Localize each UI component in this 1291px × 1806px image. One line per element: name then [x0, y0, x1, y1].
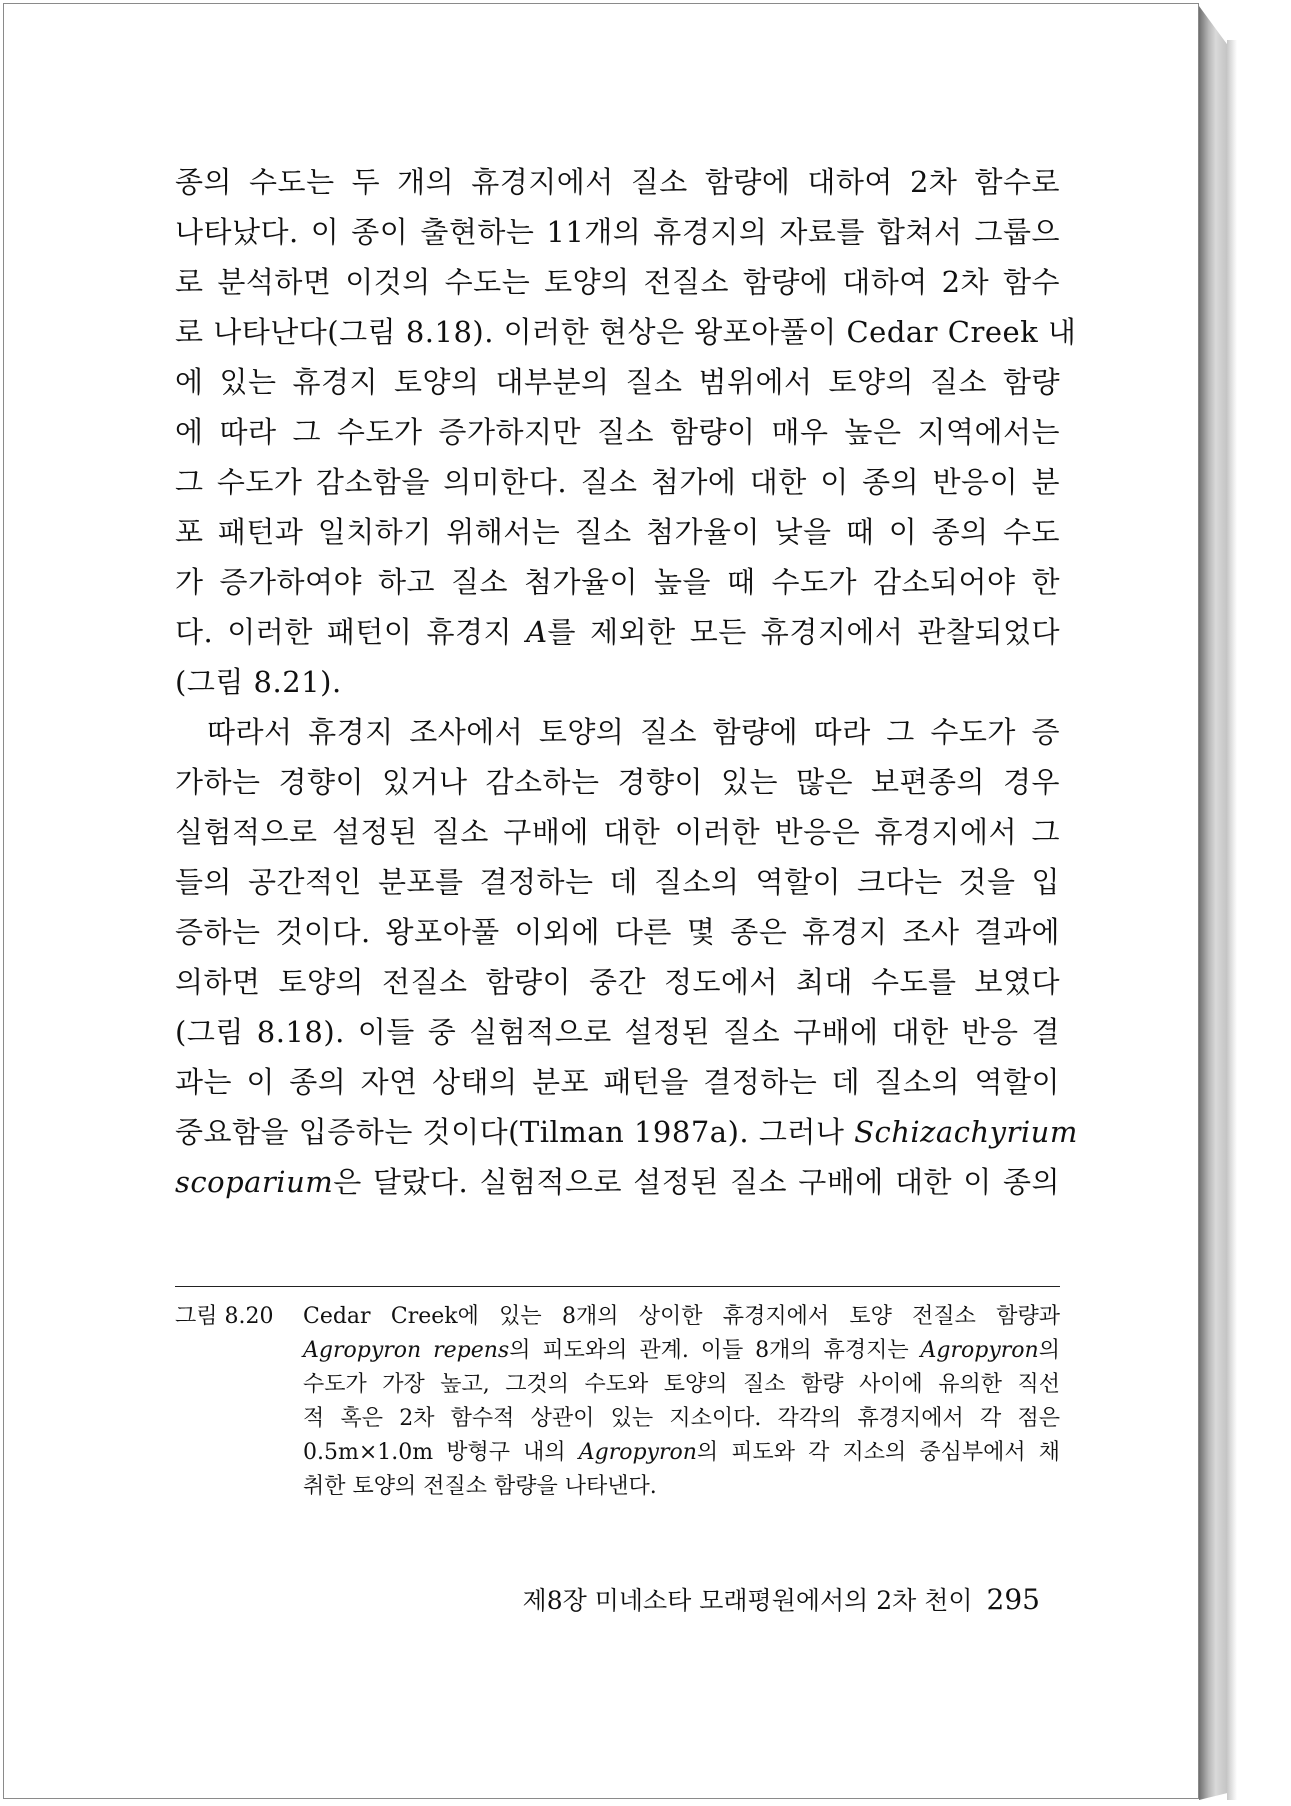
caption-text: 0.5m×1.0m 방형구 내의 — [303, 1440, 579, 1465]
caption-line: Cedar Creek에 있는 8개의 상이한 휴경지에서 토양 전질소 함량과 — [303, 1304, 1060, 1329]
body-line: 로 분석하면 이것의 수도는 토양의 전질소 함량에 대하여 2차 함수 — [175, 265, 1060, 299]
species-name: Schizachyrium — [854, 1115, 1078, 1149]
body-line: 들의 공간적인 분포를 결정하는 데 질소의 역할이 크다는 것을 입 — [175, 865, 1060, 899]
body-line — [175, 612, 1060, 652]
running-footer — [520, 1582, 1040, 1619]
species-name: Agropyron — [578, 1440, 697, 1465]
body-line: 의하면 토양의 전질소 함량이 중간 정도에서 최대 수도를 보였다 — [175, 965, 1060, 999]
caption-line: 적 혹은 2차 함수적 상관이 있는 지소이다. 각각의 휴경지에서 각 점은 — [303, 1406, 1060, 1431]
page-shadow — [1227, 40, 1237, 1800]
body-text: 은 달랐다. 실험적으로 설정된 질소 구배에 대한 이 종의 — [333, 1165, 1060, 1199]
caption-text: 의 피도와 각 지소의 중심부에서 채 — [696, 1440, 1061, 1465]
body-text: 를 제외한 모든 휴경지에서 관찰되었다 — [547, 615, 1060, 649]
caption-divider — [175, 1286, 1060, 1287]
body-text: 중요함을 입증하는 것이다(Tilman 1987a). 그러나 — [175, 1115, 845, 1149]
body-line: 그 수도가 감소함을 의미한다. 질소 첨가에 대한 이 종의 반응이 분 — [175, 465, 1060, 499]
body-line: 로 나타난다(그림 8.18). 이러한 현상은 왕포아풀이 Cedar Creek 내 — [175, 315, 1077, 349]
species-name: Agropyron — [920, 1338, 1039, 1363]
body-line: (그림 8.18). 이들 중 실험적으로 설정된 질소 구배에 대한 반응 결 — [175, 1015, 1060, 1049]
page-number: 295 — [986, 1583, 1040, 1616]
body-line: 포 패턴과 일치하기 위해서는 질소 첨가율이 낮을 때 이 종의 수도 — [175, 515, 1060, 549]
body-line: 과는 이 종의 자연 상태의 분포 패턴을 결정하는 데 질소의 역할이 — [175, 1065, 1060, 1099]
paragraph-start-line: 따라서 휴경지 조사에서 토양의 질소 함량에 따라 그 수도가 증 — [207, 715, 1060, 749]
body-line: 나타났다. 이 종이 출현하는 11개의 휴경지의 자료를 합쳐서 그룹으 — [175, 215, 1060, 249]
caption-line: 취한 토양의 전질소 함량을 나타낸다. — [303, 1474, 657, 1499]
body-line: (그림 8.21). — [175, 665, 342, 699]
species-name: Agropyron repens — [303, 1338, 510, 1363]
body-line — [175, 1162, 1060, 1202]
body-line — [175, 1112, 1078, 1152]
body-line: 에 있는 휴경지 토양의 대부분의 질소 범위에서 토양의 질소 함량 — [175, 365, 1060, 399]
body-line: 가 증가하여야 하고 질소 첨가율이 높을 때 수도가 감소되어야 한 — [175, 565, 1060, 599]
caption-line — [303, 1334, 1060, 1368]
body-line: 증하는 것이다. 왕포아풀 이외에 다른 몇 종은 휴경지 조사 결과에 — [175, 915, 1060, 949]
species-name: scoparium — [175, 1165, 334, 1199]
figure-label: 그림 8.20 — [175, 1304, 274, 1329]
body-line: 실험적으로 설정된 질소 구배에 대한 이러한 반응은 휴경지에서 그 — [175, 815, 1060, 849]
caption-line: 수도가 가장 높고, 그것의 수도와 토양의 질소 함량 사이에 유의한 직선 — [303, 1372, 1060, 1397]
caption-text: 의 — [1038, 1338, 1060, 1363]
body-line: 가하는 경향이 있거나 감소하는 경향이 있는 많은 보편종의 경우 — [175, 765, 1060, 799]
caption-line — [303, 1436, 1060, 1470]
body-line: 종의 수도는 두 개의 휴경지에서 질소 함량에 대하여 2차 함수로 — [175, 165, 1060, 199]
chapter-title: 제8장 미네소타 모래평원에서의 2차 천이 — [522, 1586, 973, 1615]
caption-text: 의 피도와의 관계. 이들 8개의 휴경지는 — [509, 1338, 921, 1363]
fallow-field-letter: A — [526, 615, 548, 649]
body-line: 에 따라 그 수도가 증가하지만 질소 함량이 매우 높은 지역에서는 — [175, 415, 1060, 449]
body-text: 다. 이러한 패턴이 휴경지 — [175, 615, 527, 649]
page-stack-edge — [1199, 6, 1228, 1800]
